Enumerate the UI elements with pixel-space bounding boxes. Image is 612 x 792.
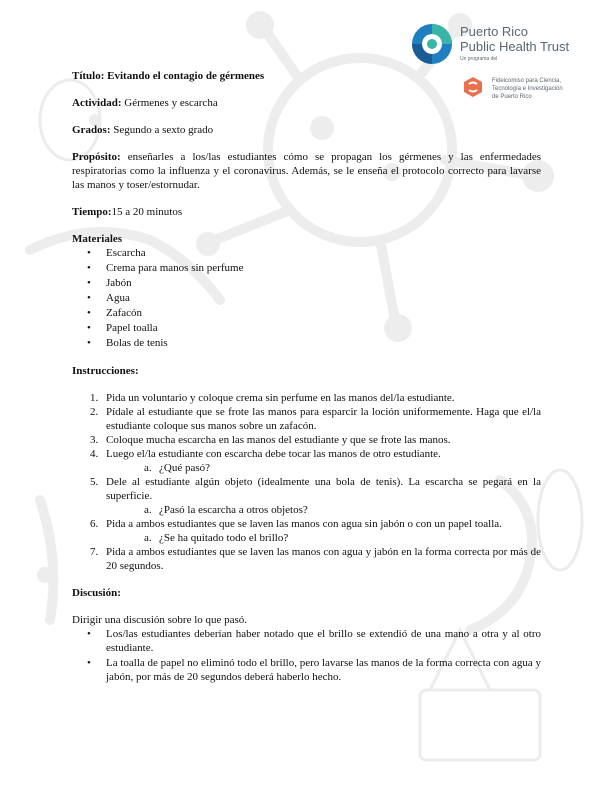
tiempo-line xyxy=(72,205,541,219)
instrucciones-list xyxy=(72,391,541,461)
titulo-value: Evitando el contagio de gérmenes xyxy=(107,70,265,82)
list-item: • Papel toalla xyxy=(72,321,541,335)
actividad-label: Actividad: xyxy=(72,97,122,109)
list-item xyxy=(72,391,541,405)
discusion-heading xyxy=(72,586,541,600)
step-text: Luego el/la estudiante con escarcha debe tocar las manos de otro estudiante. xyxy=(106,448,441,460)
list-item xyxy=(72,447,541,461)
tiempo-label: Tiempo: xyxy=(72,206,112,218)
actividad-line xyxy=(72,96,541,110)
step-number: 6. xyxy=(90,518,99,530)
tiempo-value: 15 a 20 minutos xyxy=(111,206,183,218)
step-number: 4. xyxy=(90,448,99,460)
list-item: • Crema para manos sin perfume xyxy=(72,261,541,275)
sub-text: ¿Se ha quitado todo el brillo? xyxy=(159,532,289,544)
titulo-label: Título: xyxy=(72,70,105,82)
list-item xyxy=(72,545,541,573)
step-number: 1. xyxy=(90,392,99,404)
list-item: • La toalla de papel no eliminó todo el brillo, pero lavarse las manos de la forma correcta con agua y jabón, por más de 20 segundos deberá haberlo hecho. xyxy=(72,656,541,684)
org-tagline: Un programa del xyxy=(460,56,498,62)
list-item: • Zafacón xyxy=(72,306,541,320)
list-item xyxy=(72,475,541,503)
instrucciones-list-cont xyxy=(72,545,541,573)
materiales-heading xyxy=(72,232,541,246)
step-text: Pídale al estudiante que se frote las manos para esparcir la loción uniformemente. Haga que el/la estudiante coloque sus manos sobre un zafacón. xyxy=(106,406,541,432)
proposito-value: enseñarles a los/las estudiantes cómo se propagan los gérmenes y las enfermedades respiratorias como la influenza y el coronavirus. Además, se le enseña el protocolo correcto para lavarse las manos y toser/estornudar. xyxy=(72,151,541,191)
fideicomiso-line2: Tecnología e Investigación xyxy=(492,86,563,92)
fideicomiso-logo-icon xyxy=(462,76,484,98)
list-item: • Escarcha xyxy=(72,246,541,260)
list-item xyxy=(72,433,541,447)
org-name-line2: Public Health Trust xyxy=(460,39,570,54)
list-item xyxy=(72,517,541,531)
discusion-list xyxy=(72,627,541,684)
step-number: 7. xyxy=(90,546,99,558)
materiales-label: Materiales xyxy=(72,233,123,245)
actividad-value: Gérmenes y escarcha xyxy=(124,97,218,109)
document-body xyxy=(72,69,541,685)
instrucciones-list-cont xyxy=(72,517,541,531)
fideicomiso-line1: Fideicomiso para Ciencia, xyxy=(492,78,562,84)
step-number: 5. xyxy=(90,476,99,488)
discusion-label: Discusión: xyxy=(72,587,121,599)
puerto-rico-public-health-trust-logo-icon xyxy=(410,22,454,66)
sub-letter: a. xyxy=(144,462,152,474)
step-text: Pida a ambos estudiantes que se laven las manos con agua sin jabón o con un papel toalla. xyxy=(106,518,502,530)
step-text: Coloque mucha escarcha en las manos del estudiante y que se frote las manos. xyxy=(106,434,451,446)
sub-text: ¿Pasó la escarcha a otros objetos? xyxy=(159,504,308,516)
sub-item xyxy=(72,531,541,545)
grados-label: Grados: xyxy=(72,124,111,136)
instrucciones-list-cont xyxy=(72,475,541,503)
step-text: Pida a ambos estudiantes que se laven las manos con agua y jabón en la forma correcta por más de 20 segundos. xyxy=(106,546,541,572)
instrucciones-heading xyxy=(72,364,541,378)
sub-letter: a. xyxy=(144,532,152,544)
list-item: • Los/las estudiantes deberían haber notado que el brillo se extendió de una mano a otra y al otro estudiante. xyxy=(72,627,541,655)
instrucciones-label: Instrucciones: xyxy=(72,365,139,377)
step-number: 2. xyxy=(90,406,99,418)
sub-item xyxy=(72,461,541,475)
proposito-paragraph xyxy=(72,150,541,192)
list-item xyxy=(72,405,541,433)
materiales-list xyxy=(72,246,541,350)
grados-value: Segundo a sexto grado xyxy=(113,124,214,136)
list-item: • Jabón xyxy=(72,276,541,290)
proposito-label: Propósito: xyxy=(72,151,121,163)
org-name-line1: Puerto Rico xyxy=(460,24,528,39)
discusion-intro: Dirigir una discusión sobre lo que pasó. xyxy=(72,614,248,626)
sub-letter: a. xyxy=(144,504,152,516)
list-item: • Agua xyxy=(72,291,541,305)
sub-text: ¿Qué pasó? xyxy=(159,462,211,474)
grados-line xyxy=(72,123,541,137)
step-number: 3. xyxy=(90,434,99,446)
step-text: Pida un voluntario y coloque crema sin perfume en las manos del/la estudiante. xyxy=(106,392,455,404)
fideicomiso-line3: de Puerto Rico xyxy=(492,94,532,100)
step-text: Dele al estudiante algún objeto (idealmente una bola de tenis). La escarcha se pegará en la superficie. xyxy=(106,476,541,502)
list-item: • Bolas de tenis xyxy=(72,336,541,350)
sub-item xyxy=(72,503,541,517)
